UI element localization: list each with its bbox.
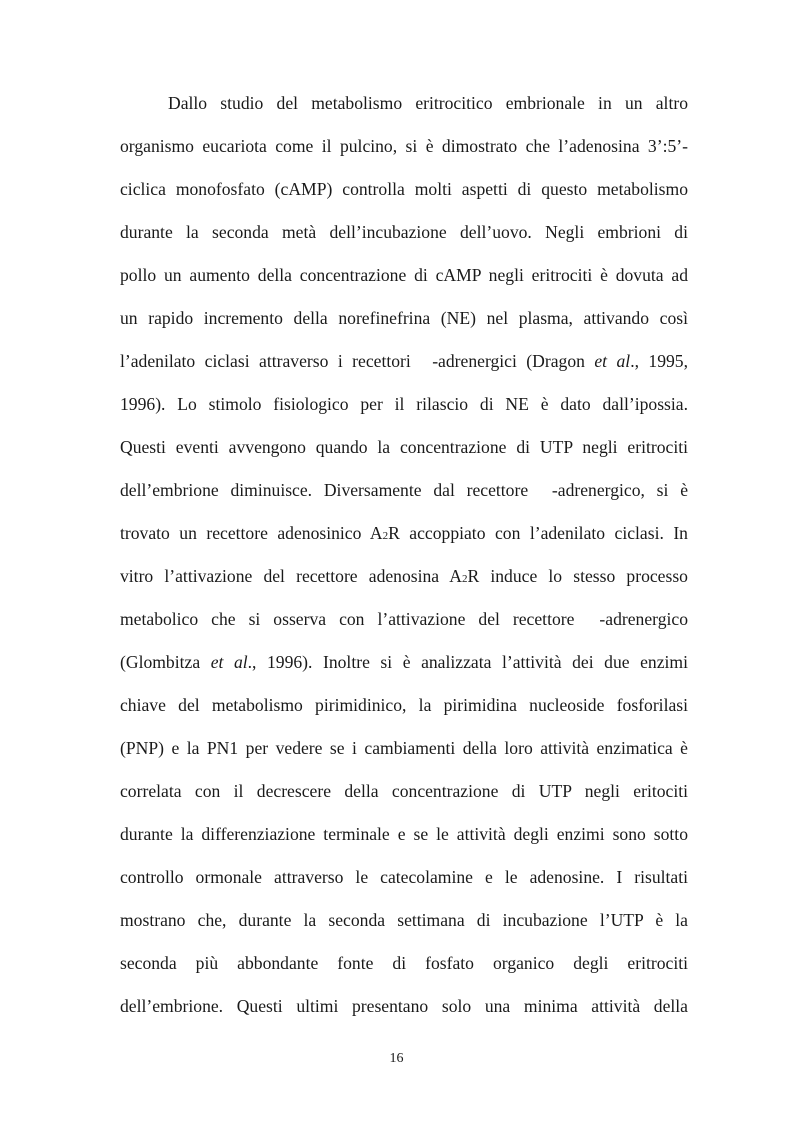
text-line [120,522,688,544]
text-segment: ., 1995, [630,351,689,371]
text-segment: vitro l’attivazione del recettore adenosina A [120,566,462,586]
text-line [120,479,688,501]
text-line [120,608,688,630]
text-segment: dell’embrione diminuisce. Diversamente dal recettore [120,480,540,500]
text-line: seconda più abbondante fonte di fosfato organico degli eritrociti [120,953,688,973]
text-line [120,350,688,372]
text-line: mostrano che, durante la seconda settimana di incubazione l’UTP è la [120,910,688,930]
text-segment: l’adenilato ciclasi attraverso i recettori [120,351,421,371]
text-line: (PNP) e la PN1 per vedere se i cambiamenti della loro attività enzimatica è [120,738,688,758]
text-line: durante la seconda metà dell’incubazione dell’uovo. Negli embrioni di [120,222,688,242]
text-segment: metabolico che si osserva con l’attivazione del recettore [120,609,588,629]
text-line: Questi eventi avvengono quando la concentrazione di UTP negli eritrociti [120,437,688,457]
text-line: controllo ormonale attraverso le catecolamine e le adenosine. I risultati [120,867,688,887]
text-segment: R induce lo stesso processo [467,566,688,586]
text-line [120,565,688,587]
text-segment: (Glombitza [120,652,211,672]
subscript: 2 [382,530,389,542]
text-segment: R accoppiato con l’adenilato ciclasi. In [388,523,688,543]
text-line: chiave del metabolismo pirimidinico, la pirimidina nucleoside fosforilasi [120,695,688,715]
text-line [120,651,688,673]
text-segment: -adrenergici (Dragon [432,351,595,371]
text-segment: -adrenergico, si è [551,480,688,500]
subscript: 2 [461,573,468,585]
text-line: organismo eucariota come il pulcino, si è dimostrato che l’adenosina 3’:5’- [120,136,688,156]
text-segment: ., 1996). Inoltre si è analizzata l’attività dei due enzimi [247,652,688,672]
text-segment: -adrenergico [599,609,688,629]
text-line: un rapido incremento della norefinefrina (NE) nel plasma, attivando così [120,308,688,328]
text-line: correlata con il decrescere della concentrazione di UTP negli eritociti [120,781,688,801]
citation-italic: et al [210,652,248,672]
text-line: 1996). Lo stimolo fisiologico per il rilascio di NE è dato dall’ipossia. [120,394,688,414]
text-line: Dallo studio del metabolismo eritrocitico embrionale in un altro [168,93,688,113]
text-segment: trovato un recettore adenosinico A [120,523,383,543]
text-line: pollo un aumento della concentrazione di cAMP negli eritrociti è dovuta ad [120,265,688,285]
page-number: 16 [389,1051,404,1066]
text-line: ciclica monofosfato (cAMP) controlla molti aspetti di questo metabolismo [120,179,688,199]
text-line: dell’embrione. Questi ultimi presentano solo una minima attività della [120,996,688,1016]
citation-italic: et al [594,351,631,371]
text-line: durante la differenziazione terminale e se le attività degli enzimi sono sotto [120,824,688,844]
